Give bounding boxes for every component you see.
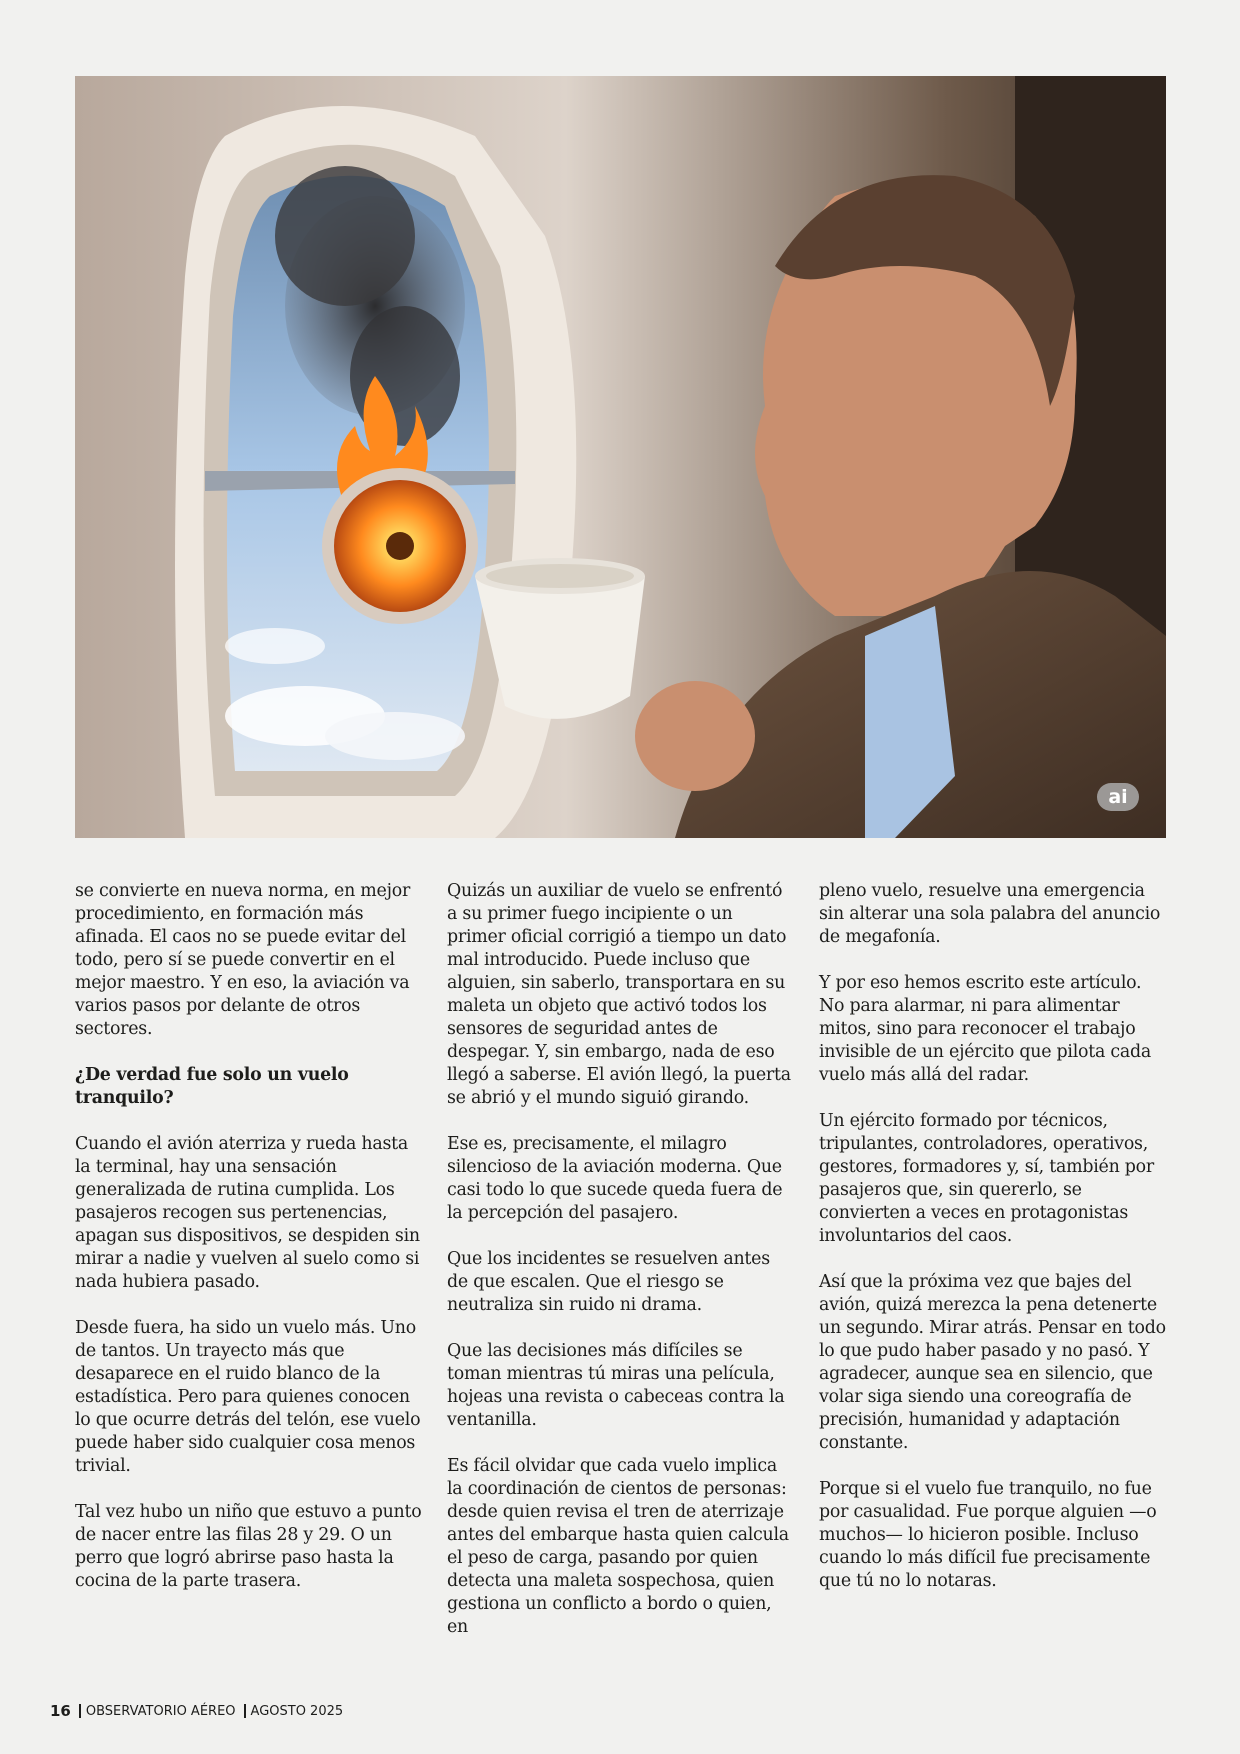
article-column-1 [75,880,423,1616]
footer-divider [244,1704,246,1718]
ai-generated-badge: ai [1097,783,1139,811]
issue-date: AGOSTO 2025 [250,1703,344,1719]
hero-illustration [75,76,1166,838]
page-number: 16 [50,1702,71,1720]
paragraph: Que las decisiones más difíciles se toman mientras tú miras una película, hojeas una revista o cabeceas contra la ventanilla. [447,1341,785,1430]
section-heading: ¿De verdad fue solo un vuelo tranquilo? [75,1065,349,1108]
paragraph: Que los incidentes se resuelven antes de que escalen. Que el riesgo se neutraliza sin ruido ni drama. [447,1249,770,1315]
footer-divider [79,1704,81,1718]
paragraph: Quizás un auxiliar de vuelo se enfrentó a su primer fuego incipiente o un primer oficial corrigió a tiempo un dato mal introducido. Puede incluso que alguien, sin saberlo, transportara en su maleta un objeto que activó todos los sensores de seguridad antes de despegar. Y, sin embargo, nada de eso llegó a saberse. El avión llegó, la puerta se abrió y el mundo siguió girando. [447,881,791,1108]
paragraph: se convierte en nueva norma, en mejor procedimiento, en formación más afinada. El caos no se puede evitar del todo, pero sí se puede convertir en el mejor maestro. Y en eso, la aviación va varios pasos por delante de otros sectores. [75,881,411,1039]
paragraph: Desde fuera, ha sido un vuelo más. Uno de tantos. Un trayecto más que desaparece en el ruido blanco de la estadística. Pero para quienes conocen lo que ocurre detrás del telón, ese vuelo puede haber sido cualquier cosa menos trivial. [75,1318,421,1476]
paragraph: Porque si el vuelo fue tranquilo, no fue por casualidad. Fue porque alguien —o muchos— lo hicieron posible. Incluso cuando lo más difícil fue precisamente que tú no lo notaras. [819,1479,1157,1591]
article-column-3 [819,880,1167,1616]
paragraph: Así que la próxima vez que bajes del avión, quizá merezca la pena detenerte un segundo. Mirar atrás. Pensar en todo lo que pudo haber pasado y no pasó. Y agradecer, aunque sea en silencio, que volar siga siendo una coreografía de precisión, humanidad y adaptación constante. [819,1272,1166,1453]
page-footer [50,1702,343,1720]
paragraph: Ese es, precisamente, el milagro silencioso de la aviación moderna. Que casi todo lo que sucede queda fuera de la percepción del pasajero. [447,1134,783,1223]
paragraph: pleno vuelo, resuelve una emergencia sin alterar una sola palabra del anuncio de megafonía. [819,881,1161,947]
paragraph: Tal vez hubo un niño que estuvo a punto de nacer entre las filas 28 y 29. O un perro que logró abrirse paso hasta la cocina de la parte trasera. [75,1502,422,1591]
paragraph: Es fácil olvidar que cada vuelo implica la coordinación de cientos de personas: desde quien revisa el tren de aterrizaje antes del embarque hasta quien calcula el peso de carga, pasando por quien detecta una maleta sospechosa, quien gestiona un conflicto a bordo o quien, en [447,1456,789,1637]
article-column-2 [447,880,795,1662]
publication-name: OBSERVATORIO AÉREO [85,1703,236,1719]
paragraph: Cuando el avión aterriza y rueda hasta la terminal, hay una sensación generalizada de rutina cumplida. Los pasajeros recogen sus pertenencias, apagan sus dispositivos, se despiden sin mirar a nadie y vuelven al suelo como si nada hubiera pasado. [75,1134,420,1292]
paragraph: Y por eso hemos escrito este artículo. No para alarmar, ni para alimentar mitos, sino para reconocer el trabajo invisible de un ejército que pilota cada vuelo más allá del radar. [819,973,1151,1085]
paragraph: Un ejército formado por técnicos, tripulantes, controladores, operativos, gestores, formadores y, sí, también por pasajeros que, sin quererlo, se convierten a veces en protagonistas involuntarios del caos. [819,1111,1154,1246]
hero-image [75,76,1166,838]
